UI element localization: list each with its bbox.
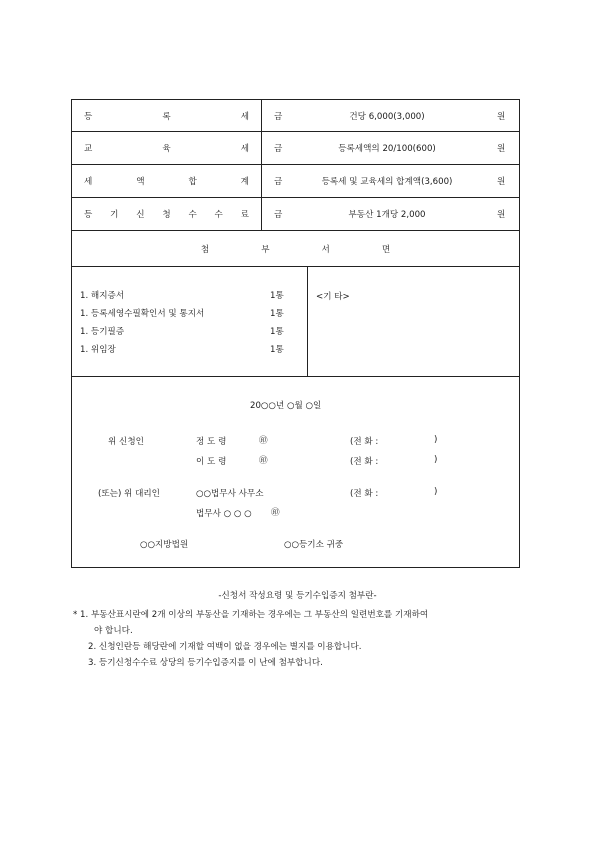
agent-office: ○○법무사 사무소 <box>196 489 264 499</box>
fee-label: 교 육 세 <box>84 144 249 154</box>
fee-currency-prefix: 금 <box>274 210 283 220</box>
fee-label: 세 액 합 계 <box>84 177 249 187</box>
attachments-header: 첨 부 서 면 <box>200 244 391 255</box>
agent-label: (또는) 위 대리인 <box>98 489 160 499</box>
registry-office: ○○등기소 귀중 <box>284 540 344 550</box>
seal-icon: ㊞ <box>271 508 280 518</box>
phone-label: (전 화 : <box>350 437 379 447</box>
fee-label-cell <box>72 198 262 230</box>
attachment-name: 1. 등기필증 <box>80 327 125 337</box>
phone-close: ) <box>434 487 438 497</box>
applicant-label: 위 신청인 <box>108 437 144 447</box>
phone-close: ) <box>434 435 438 445</box>
attachment-count: 1통 <box>270 327 284 337</box>
phone-label: (전 화 : <box>350 489 379 499</box>
fee-value: 등록세액의 20/100(600) <box>338 144 436 154</box>
note-line: 야 합니다. <box>94 626 133 636</box>
fee-value: 건당 6,000(3,000) <box>349 111 425 122</box>
phone-label: (전 화 : <box>350 457 379 467</box>
fee-row-registration-fee <box>72 198 519 231</box>
attachments-header-row <box>72 231 519 267</box>
fee-value: 등록세 및 교육세의 합계액(3,600) <box>321 177 453 187</box>
fee-currency-prefix: 금 <box>274 111 283 122</box>
attachments-list <box>72 267 308 376</box>
applicant-name-2: 이 도 령 <box>196 457 227 467</box>
fee-unit: 원 <box>497 210 506 220</box>
agent-name: 법무사 ○ ○ ○ <box>196 509 252 519</box>
applicant-name-1: 정 도 령 <box>196 437 227 447</box>
phone-close: ) <box>434 455 438 465</box>
fee-row-tax-total <box>72 165 519 198</box>
note-line: 3. 등기신청수수료 상당의 등기수입증지를 이 난에 첨부합니다. <box>88 658 323 668</box>
fee-row-education-tax <box>72 132 519 165</box>
fee-unit: 원 <box>497 177 506 187</box>
fee-unit: 원 <box>497 111 506 122</box>
note-line: 2. 신청인란등 해당란에 기재할 여백이 없을 경우에는 별지를 이용합니다. <box>88 642 362 652</box>
fee-label-cell <box>72 100 262 131</box>
attachment-count: 1통 <box>270 309 284 319</box>
attachment-name: 1. 해지증서 <box>80 291 125 301</box>
notes-title: -신청서 작성요령 및 등기수입증지 첨부란- <box>218 591 377 601</box>
court-name: ○○지방법원 <box>140 540 189 550</box>
fee-row-registration-tax <box>72 100 519 132</box>
attachment-count: 1통 <box>270 291 284 301</box>
other-label: <기 타> <box>316 292 350 302</box>
seal-icon: ㊞ <box>259 436 268 446</box>
registration-form <box>71 99 520 568</box>
fee-currency-prefix: 금 <box>274 177 283 187</box>
application-date: 20○○년 ○월 ○일 <box>250 401 322 411</box>
fee-label-cell <box>72 132 262 164</box>
attachments-row <box>72 267 519 377</box>
note-line: * 1. 부동산표시란에 2개 이상의 부동산을 기재하는 경우에는 그 부동산의 일련번호를 기재하여 <box>73 610 429 620</box>
seal-icon: ㊞ <box>259 456 268 466</box>
fee-value: 부동산 1개당 2,000 <box>348 210 426 220</box>
fee-label-cell <box>72 165 262 197</box>
attachment-count: 1통 <box>270 345 284 355</box>
attachment-name: 1. 등록세영수필확인서 및 통지서 <box>80 309 205 319</box>
fee-currency-prefix: 금 <box>274 144 283 154</box>
fee-unit: 원 <box>497 144 506 154</box>
attachment-name: 1. 위임장 <box>80 345 116 355</box>
fee-label: 등 기 신 청 수 수 료 <box>84 210 249 220</box>
fee-label: 등 록 세 <box>84 111 249 122</box>
